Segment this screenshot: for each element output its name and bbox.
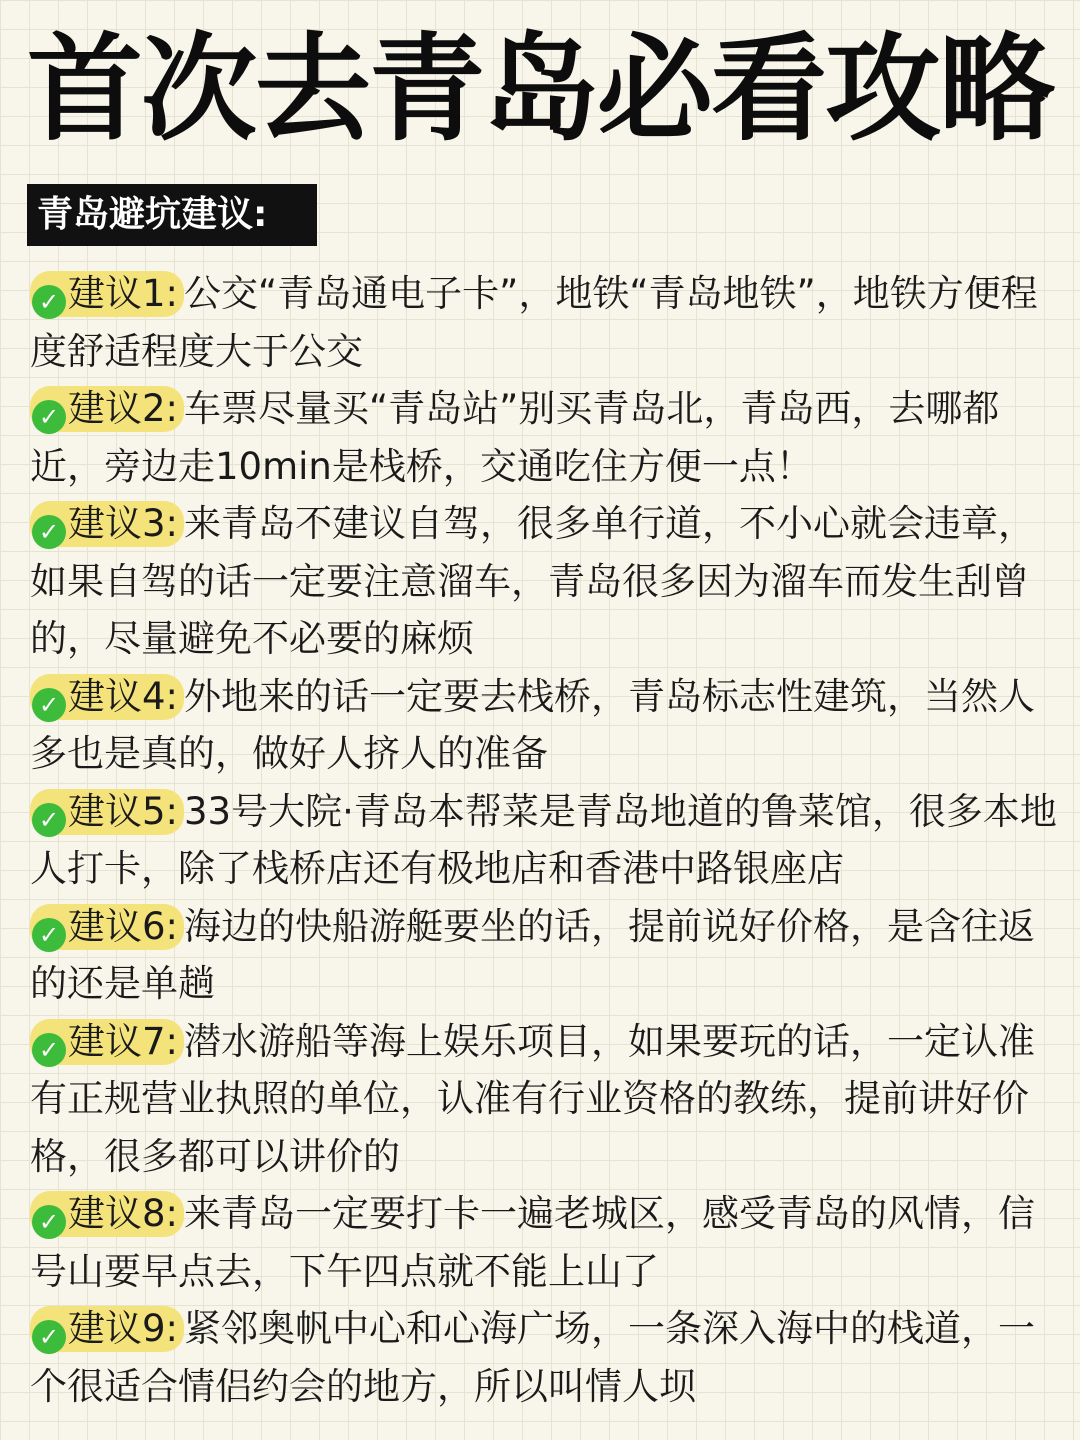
check-circle-icon: ✓ [32,400,66,434]
tip-label: 建议1: [68,272,179,315]
tip-tag [30,501,184,547]
tip-text: 紧邻奥帆中心和心海广场，一条深入海中的栈道，一个很适合情侣约会的地方，所以叫情人坝 [30,1307,1036,1408]
tip-tag [30,271,184,317]
check-circle-icon: ✓ [32,1033,66,1067]
tips-list [30,265,1065,1415]
tip-9 [30,1300,1065,1415]
tip-2 [30,380,1065,495]
check-circle-icon: ✓ [32,918,66,952]
tip-text: 来青岛不建议自驾，很多单行道，不小心就会违章，如果自驾的话一定要注意溜车，青岛很多因为溜车而发生刮曾的，尽量避免不必要的麻烦 [30,502,1036,660]
check-circle-icon: ✓ [32,1205,66,1239]
tip-tag [30,1306,184,1352]
tip-3 [30,495,1065,668]
tip-label: 建议2: [68,387,179,430]
tip-text: 33号大院·青岛本帮菜是青岛地道的鲁菜馆，很多本地人打卡，除了栈桥店还有极地店和香港中路银座店 [30,789,1057,890]
tip-tag [30,386,184,432]
tip-label: 建议9: [68,1307,179,1350]
tip-4 [30,668,1065,783]
tip-7 [30,1013,1065,1186]
tip-text: 来青岛一定要打卡一遍老城区，感受青岛的风情，信号山要早点去，下午四点就不能上山了 [30,1192,1036,1293]
tip-label: 建议8: [68,1192,179,1235]
tip-1 [30,265,1065,380]
tip-5 [30,783,1065,898]
tip-label: 建议6: [68,904,179,948]
tip-label: 建议3: [68,502,179,545]
tip-label: 建议7: [68,1019,179,1063]
tip-tag [30,674,184,720]
check-circle-icon: ✓ [32,803,66,837]
check-circle-icon: ✓ [32,688,66,722]
tip-text: 海边的快船游艇要坐的话，提前说好价格，是含往返的还是单趟 [30,904,1036,1005]
tip-text: 公交“青岛通电子卡”，地铁“青岛地铁”，地铁方便程度舒适程度大于公交 [30,272,1038,373]
tip-text: 外地来的话一定要去栈桥，青岛标志性建筑，当然人多也是真的，做好人挤人的准备 [30,674,1036,775]
page-title: 首次去青岛必看攻略 [27,22,1053,157]
check-circle-icon: ✓ [32,1320,66,1354]
tip-tag [30,789,184,835]
tip-tag [30,904,184,950]
tip-text: 车票尽量买“青岛站”别买青岛北，青岛西，去哪都近，旁边走10min是栈桥，交通吃住方便一点！ [30,387,1000,488]
tip-label: 建议5: [68,789,179,833]
check-circle-icon: ✓ [32,515,66,549]
tip-text: 潜水游船等海上娱乐项目，如果要玩的话，一定认准有正规营业执照的单位，认准有行业资格的教练，提前讲好价格，很多都可以讲价的 [30,1019,1036,1178]
tip-tag [30,1191,184,1237]
tip-tag [30,1019,184,1065]
tip-8 [30,1185,1065,1300]
check-circle-icon: ✓ [32,285,66,319]
section-label: 青岛避坑建议: [27,184,317,246]
tip-label: 建议4: [68,674,179,718]
tip-6 [30,898,1065,1013]
